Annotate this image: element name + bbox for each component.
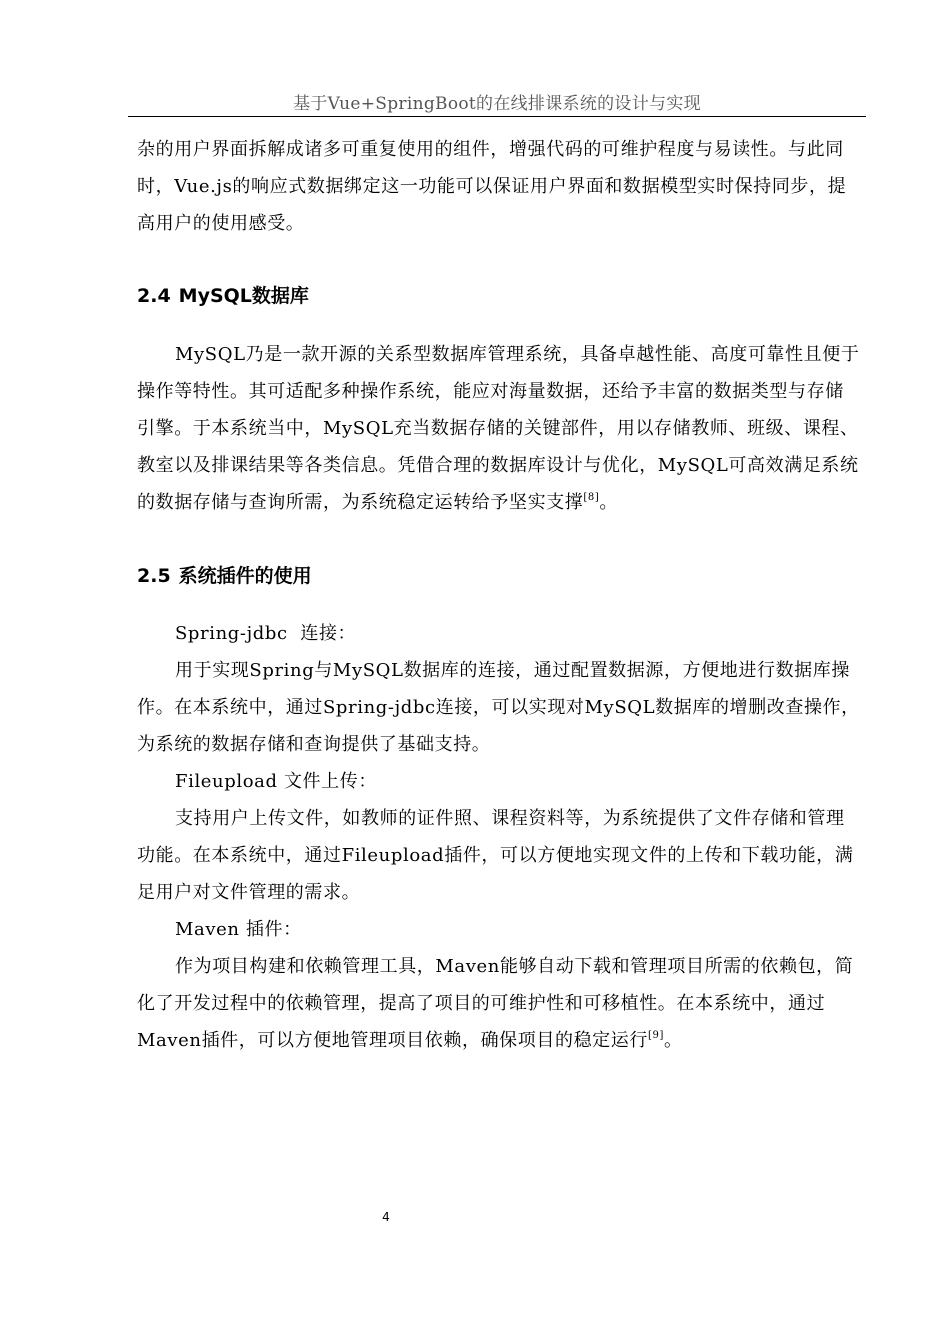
plugin-description [137, 652, 862, 763]
intro-block [137, 131, 862, 242]
paragraph-text: 支持用户上传文件，如教师的证件照、课程资料等，为系统提供了文件存储和管理功能。在本系统中，通过Fileupload插件，可以方便地实现文件的上传和下载功能，满足用户对文件管理的需求。 [137, 808, 854, 903]
paragraph-text: MySQL乃是一款开源的关系型数据库管理系统，具备卓越性能、高度可靠性且便于操作等特性。其可适配多种操作系统，能应对海量数据，还给予丰富的数据类型与存储引擎。于本系统当中，MySQL充当数据存储的关键部件，用以存储教师、班级、课程、教室以及排课结果等各类信息。凭借合理的数据库设计与优化，MySQL可高效满足系统的数据存储与查询所需，为系统稳定运转给予坚实支撑 [137, 344, 860, 513]
section-title: 系统插件的使用 [178, 565, 312, 587]
citation-marker: [8] [583, 492, 600, 503]
section-title: MySQL数据库 [178, 285, 309, 307]
paragraph-end: 。 [663, 1030, 683, 1051]
plugin-description [137, 800, 862, 911]
citation-marker: [9] [647, 1030, 664, 1041]
paragraph-end: 。 [599, 492, 618, 513]
section-number: 2.4 [137, 285, 171, 307]
section-heading-2-4 [137, 282, 309, 310]
page-number: 4 [382, 1210, 390, 1224]
header-divider [128, 116, 866, 117]
section-number: 2.5 [137, 565, 171, 587]
paragraph-text: 作为项目构建和依赖管理工具，Maven能够自动下载和管理项目所需的依赖包，简化了开发过程中的依赖管理，提高了项目的可维护性和可移植性。在本系统中，通过Maven插件，可以方便地管理项目依赖，确保项目的稳定运行 [137, 956, 854, 1051]
paragraph-text: 用于实现Spring与MySQL数据库的连接，通过配置数据源，方便地进行数据库操作。在本系统中，通过Spring-jdbc连接，可以实现对MySQL数据库的增删改查操作，为系统的数据存储和查询提供了基础支持。 [137, 660, 860, 755]
section-2-4-paragraph [137, 336, 862, 521]
plugin-label: Fileupload 文件上传： [175, 771, 377, 792]
plugin-description [137, 948, 862, 1059]
intro-paragraph: 杂的用户界面拆解成诸多可重复使用的组件，增强代码的可维护程度与易读性。与此同时，Vue.js的响应式数据绑定这一功能可以保证用户界面和数据模型实时保持同步，提高用户的使用感受。 [137, 139, 847, 234]
plugin-label: Maven 插件： [175, 919, 302, 940]
plugin-label: Spring-jdbc 连接： [175, 623, 357, 644]
section-2-4-block [137, 336, 862, 521]
page-header-title: 基于Vue+SpringBoot的在线排课系统的设计与实现 [293, 94, 701, 114]
section-heading-2-5 [137, 562, 312, 590]
section-2-5-block [137, 615, 862, 1059]
